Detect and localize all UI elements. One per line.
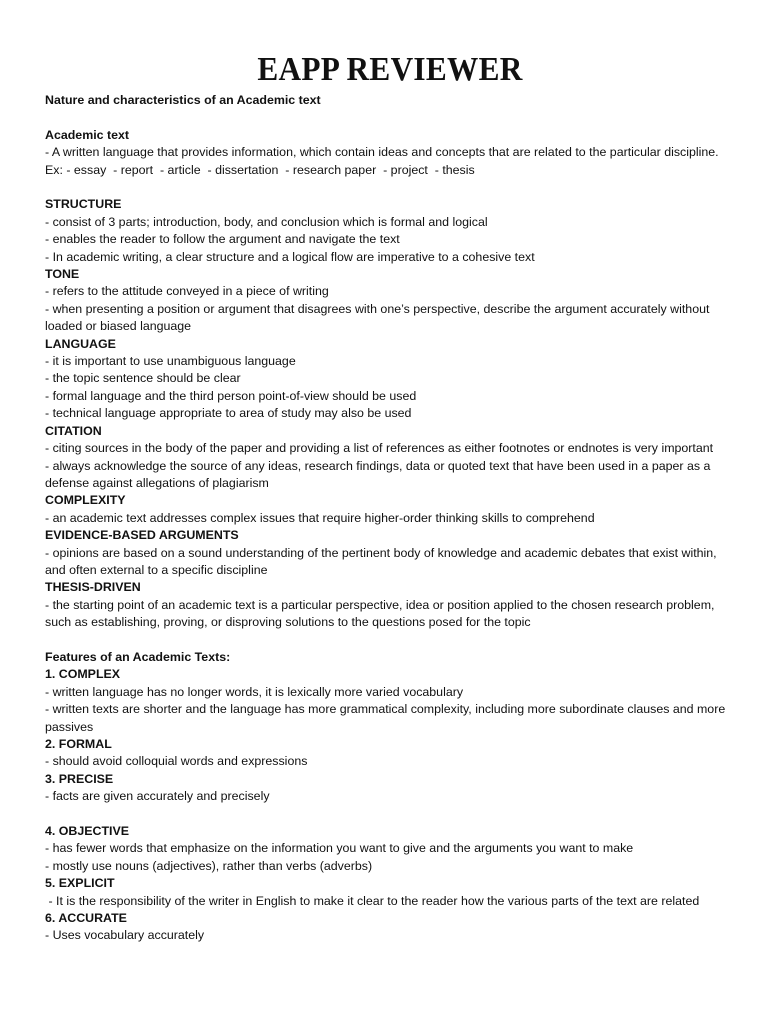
- body-line: - always acknowledge the source of any ideas, research findings, data or quoted text that have been used in a paper as a defense against allegations of plagiarism: [45, 458, 714, 490]
- section-heading: 6. ACCURATE: [45, 911, 127, 926]
- body-line: - an academic text addresses complex issues that require higher-order thinking skills to comprehend: [45, 510, 595, 525]
- blank-line: [45, 806, 735, 823]
- body-line: - It is the responsibility of the writer in English to make it clear to the reader how the various parts of the text are related: [45, 893, 700, 908]
- blank-line: [45, 632, 735, 649]
- body-line: - refers to the attitude conveyed in a piece of writing: [45, 284, 329, 299]
- body-line: Ex: - essay - report - article - dissertation - research paper - project - thesis: [45, 162, 475, 177]
- body-line: - Uses vocabulary accurately: [45, 928, 205, 943]
- body-line: - In academic writing, a clear structure and a logical flow are imperative to a cohesive text: [45, 249, 535, 264]
- body-line: - formal language and the third person point-of-view should be used: [45, 388, 417, 403]
- body-line: - the topic sentence should be clear: [45, 371, 241, 386]
- section-heading: 3. PRECISE: [45, 771, 114, 786]
- document-title: EAPP REVIEWER: [257, 51, 523, 88]
- section-heading: TONE: [45, 267, 80, 282]
- body-line: - has fewer words that emphasize on the information you want to give and the arguments you want to make: [45, 841, 634, 856]
- body-line: - citing sources in the body of the paper and providing a list of references as either footnotes or endnotes is very important: [45, 441, 714, 456]
- section-heading: STRUCTURE: [45, 197, 122, 212]
- section-heading: Academic text: [45, 127, 130, 142]
- body-line: - written texts are shorter and the language has more grammatical complexity, including more subordinate clauses and more passives: [45, 702, 729, 734]
- body-line: - it is important to use unambiguous language: [45, 354, 296, 369]
- body-line: - opinions are based on a sound understanding of the pertinent body of knowledge and academic debates that exist within, and often external to a specific discipline: [45, 545, 721, 577]
- body-line: - should avoid colloquial words and expressions: [45, 754, 308, 769]
- section-heading: 2. FORMAL: [45, 736, 112, 751]
- body-line: - written language has no longer words, it is lexically more varied vocabulary: [45, 684, 464, 699]
- body-line: - enables the reader to follow the argument and navigate the text: [45, 232, 400, 247]
- section-heading: COMPLEXITY: [45, 493, 126, 508]
- section-heading: CITATION: [45, 423, 102, 438]
- blank-line: [45, 109, 735, 126]
- section-heading: Nature and characteristics of an Academic text: [45, 93, 321, 107]
- section-heading: 4. OBJECTIVE: [45, 824, 130, 838]
- section-heading: 1. COMPLEX: [45, 667, 121, 682]
- section-heading: EVIDENCE-BASED ARGUMENTS: [45, 528, 239, 543]
- body-line: - facts are given accurately and precisely: [45, 789, 270, 804]
- body-line: - technical language appropriate to area of study may also be used: [45, 406, 412, 421]
- blank-line: [45, 179, 735, 196]
- section-heading: Features of an Academic Texts:: [45, 649, 231, 664]
- body-line: - mostly use nouns (adjectives), rather than verbs (adverbs): [45, 858, 373, 873]
- body-line: - when presenting a position or argument that disagrees with one’s perspective, describe the argument accurately without loaded or biased language: [45, 301, 713, 334]
- document-page: [45, 50, 735, 945]
- body-line: - A written language that provides information, which contain ideas and concepts that are related to the particular discipline.: [45, 145, 719, 160]
- section-heading: LANGUAGE: [45, 336, 116, 351]
- document-body: [45, 92, 735, 945]
- section-heading: THESIS-DRIVEN: [45, 580, 141, 595]
- body-line: - consist of 3 parts; introduction, body, and conclusion which is formal and logical: [45, 214, 488, 229]
- section-heading: 5. EXPLICIT: [45, 876, 115, 891]
- body-line: - the starting point of an academic text is a particular perspective, idea or position applied to the chosen research problem, such as establishing, proving, or disproving solutions to the questions posed for the topic: [45, 597, 718, 630]
